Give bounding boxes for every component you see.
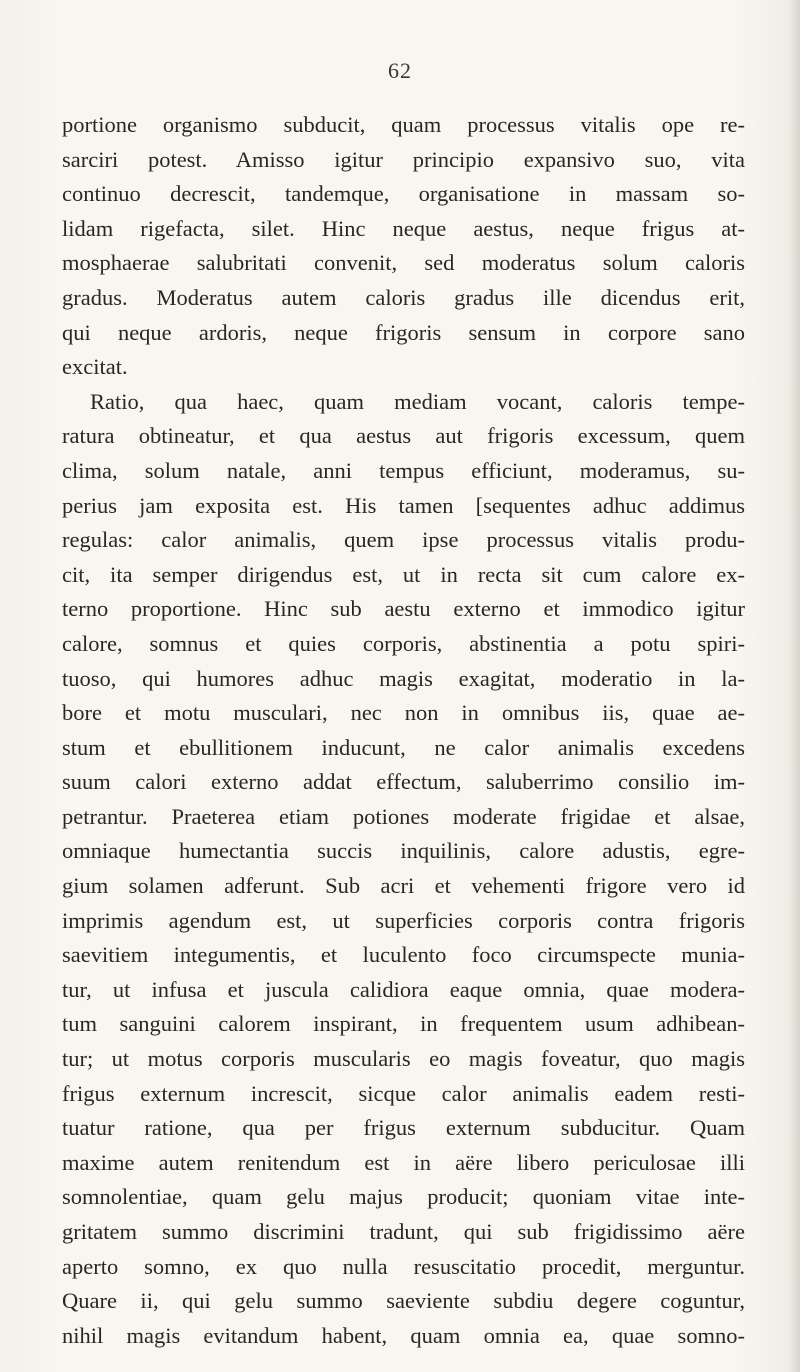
text-line: tur; ut motus corporis muscularis eo magis foveatur, quo magis xyxy=(62,1046,745,1072)
text-line: frigus externum increscit, sicque calor animalis eadem resti- xyxy=(62,1080,745,1106)
text-line: perius jam exposita est. His tamen [sequentes adhuc addimus xyxy=(62,492,745,518)
text-line: suum calori externo addat effectum, saluberrimo consilio im- xyxy=(62,769,745,795)
text-line: portione organismo subducit, quam processus vitalis ope re- xyxy=(62,112,745,137)
text-line: Ratio, qua haec, quam mediam vocant, caloris tempe- xyxy=(90,388,745,414)
text-line: bore et motu musculari, nec non in omnibus iis, quae ae- xyxy=(62,700,745,726)
body-text xyxy=(62,108,745,1353)
text-line: petrantur. Praeterea etiam potiones moderate frigidae et alsae, xyxy=(62,803,745,829)
text-line: saevitiem integumentis, et luculento foco circumspecte munia- xyxy=(62,942,745,968)
text-line: tum sanguini calorem inspirant, in frequentem usum adhibean- xyxy=(62,1011,745,1037)
text-line: lidam rigefacta, silet. Hinc neque aestus, neque frigus at- xyxy=(62,215,745,241)
text-line: tuoso, qui humores adhuc magis exagitat, moderatio in la- xyxy=(62,665,745,691)
text-line: regulas: calor animalis, quem ipse processus vitalis produ- xyxy=(62,527,745,553)
page-number: 62 xyxy=(388,58,412,83)
text-line: excitat. xyxy=(62,354,128,380)
text-line: terno proportione. Hinc sub aestu externo et immodico igitur xyxy=(62,596,745,622)
text-line: aperto somno, ex quo nulla resuscitatio procedit, merguntur. xyxy=(62,1253,745,1279)
text-line: gium solamen adferunt. Sub acri et vehementi frigore vero id xyxy=(62,873,745,899)
page-edge-shadow xyxy=(788,0,800,1372)
text-line: stum et ebullitionem inducunt, ne calor animalis excedens xyxy=(62,734,745,760)
text-line: maxime autem renitendum est in aëre libero periculosae illi xyxy=(62,1149,745,1175)
text-line: continuo decrescit, tandemque, organisatione in massam so- xyxy=(62,181,745,207)
text-line: tur, ut infusa et juscula calidiora eaque omnia, quae modera- xyxy=(62,976,745,1002)
text-line: sarciri potest. Amisso igitur principio expansivo suo, vita xyxy=(62,146,745,172)
text-line: qui neque ardoris, neque frigoris sensum in corpore sano xyxy=(62,319,745,345)
text-line: cit, ita semper dirigendus est, ut in recta sit cum calore ex- xyxy=(62,561,745,587)
text-line: somnolentiae, quam gelu majus producit; quoniam vitae inte- xyxy=(62,1184,745,1210)
text-line: gradus. Moderatus autem caloris gradus ille dicendus erit, xyxy=(62,284,745,310)
text-line: mosphaerae salubritati convenit, sed moderatus solum caloris xyxy=(62,250,745,276)
text-line: clima, solum natale, anni tempus efficiunt, moderamus, su- xyxy=(62,457,745,483)
text-line: imprimis agendum est, ut superficies corporis contra frigoris xyxy=(62,907,745,933)
text-line: Quare ii, qui gelu summo saeviente subdiu degere coguntur, xyxy=(62,1288,745,1314)
text-line: ratura obtineatur, et qua aestus aut frigoris excessum, quem xyxy=(62,423,745,449)
text-line: gritatem summo discrimini tradunt, qui sub frigidissimo aëre xyxy=(62,1219,745,1244)
text-line: calore, somnus et quies corporis, abstinentia a potu spiri- xyxy=(62,630,745,656)
text-line: tuatur ratione, qua per frigus externum subducitur. Quam xyxy=(62,1115,745,1141)
text-line: omniaque humectantia succis inquilinis, calore adustis, egre- xyxy=(62,838,745,864)
text-line: nihil magis evitandum habent, quam omnia ea, quae somno- xyxy=(62,1322,745,1348)
